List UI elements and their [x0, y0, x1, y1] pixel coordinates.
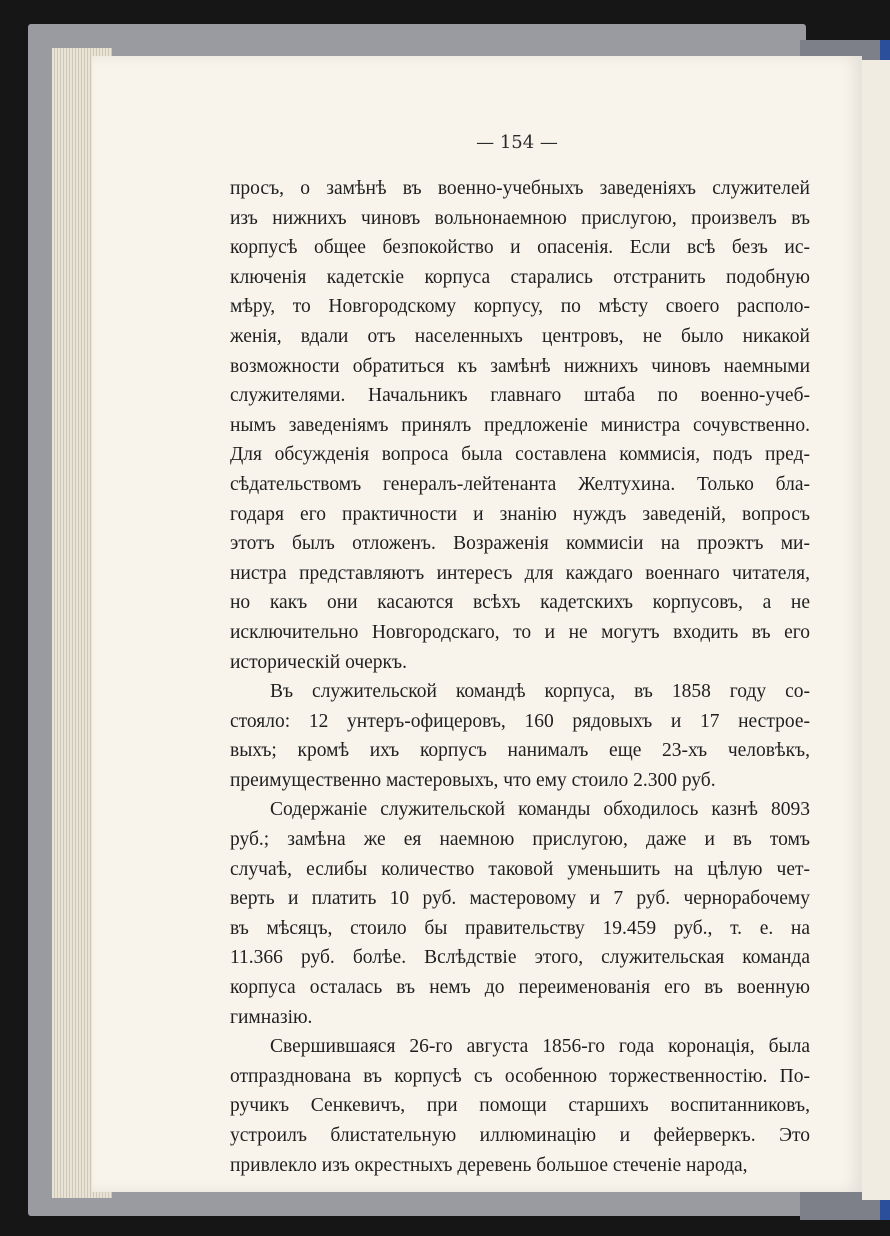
text-line: Въ служительской командѣ корпуса, въ 1858 году со- — [270, 681, 810, 703]
text-line: отпразднована въ корпусѣ съ особенною торжественностію. По- — [230, 1065, 810, 1087]
text-line: но какъ они касаются всѣхъ кадетскихъ корпусовъ, а не — [230, 592, 810, 614]
text-line: просъ, о замѣнѣ въ военно-учебныхъ заведеніяхъ служителей — [230, 178, 810, 199]
text-line: корпусѣ общее безпокойство и опасенія. Если всѣ безъ ис- — [230, 237, 810, 259]
text-line: привлекло изъ окрестныхъ деревень большое стеченіе народа, — [230, 1154, 748, 1176]
text-line: выхъ; кромѣ ихъ корпусъ нанималъ еще 23-хъ человѣкъ, — [230, 740, 810, 762]
text-line: этотъ былъ отложенъ. Возраженія коммисіи на проэктъ ми- — [230, 533, 810, 555]
text-line: Содержаніе служительской команды обходилось казнѣ 8093 — [270, 799, 810, 821]
text-line: ручикъ Сенкевичъ, при помощи старшихъ воспитанниковъ, — [230, 1095, 810, 1117]
text-line: корпуса осталась въ немъ до переименованія его въ военную — [230, 977, 810, 999]
text-line: годаря его практичности и знанію нуждъ заведеній, вопросъ — [230, 503, 810, 525]
text-line: мѣру, то Новгородскому корпусу, по мѣсту своего располо- — [230, 296, 810, 318]
text-line: случаѣ, еслибы количество таковой уменьшить на цѣлую чет- — [230, 858, 810, 880]
adjacent-page — [862, 60, 890, 1200]
text-line: преимущественно мастеровыхъ, что ему стоило 2.300 руб. — [230, 769, 716, 791]
paragraph — [230, 795, 810, 1032]
text-line: 11.366 руб. болѣе. Вслѣдствіе этого, служительская команда — [230, 947, 810, 969]
text-line: руб.; замѣна же ея наемною прислугою, даже и въ томъ — [230, 829, 810, 851]
text-line: нистра представляютъ интересъ для каждаго военнаго читателя, — [230, 562, 810, 584]
text-line: гимназію. — [230, 1006, 313, 1028]
paragraph — [230, 1032, 810, 1180]
text-line: историческій очеркъ. — [230, 651, 407, 673]
paragraph — [230, 677, 810, 795]
text-line: сѣдательствомъ генералъ-лейтенанта Желтухина. Только бла- — [230, 473, 810, 495]
text-line: Свершившаяся 26-го августа 1856-го года коронація, была — [270, 1036, 810, 1058]
text-line: Для обсужденія вопроса была составлена коммисія, подъ пред- — [230, 444, 810, 466]
text-line: возможности обратиться къ замѣнѣ нижнихъ чиновъ наемными — [230, 355, 810, 377]
text-line: женія, вдали отъ населенныхъ центровъ, не было никакой — [230, 325, 810, 347]
text-line: изъ нижнихъ чиновъ вольнонаемною прислугою, произвелъ въ — [230, 207, 810, 229]
text-line: ключенія кадетскіе корпуса старались отстранить подобную — [230, 266, 810, 288]
book-page — [92, 56, 862, 1192]
text-line: устроилъ блистательную иллюминацію и фейерверкъ. Это — [230, 1125, 810, 1146]
text-line: стояло: 12 унтеръ-офицеровъ, 160 рядовыхъ и 17 нестрое- — [230, 710, 810, 732]
text-line: исключительно Новгородскаго, то и не могутъ входить въ его — [230, 621, 810, 643]
paragraph — [230, 174, 810, 677]
page-number: — 154 — — [476, 132, 558, 153]
text-line: верть и платить 10 руб. мастеровому и 7 руб. чернорабочему — [230, 888, 810, 910]
page-text — [230, 174, 810, 1180]
text-line: служителями. Начальникъ главнаго штаба по военно-учеб- — [230, 385, 810, 407]
text-line: нымъ заведеніямъ принялъ предложеніе министра сочувственно. — [230, 414, 810, 436]
text-line: въ мѣсяцъ, стоило бы правительству 19.459 руб., т. е. на — [230, 917, 810, 939]
